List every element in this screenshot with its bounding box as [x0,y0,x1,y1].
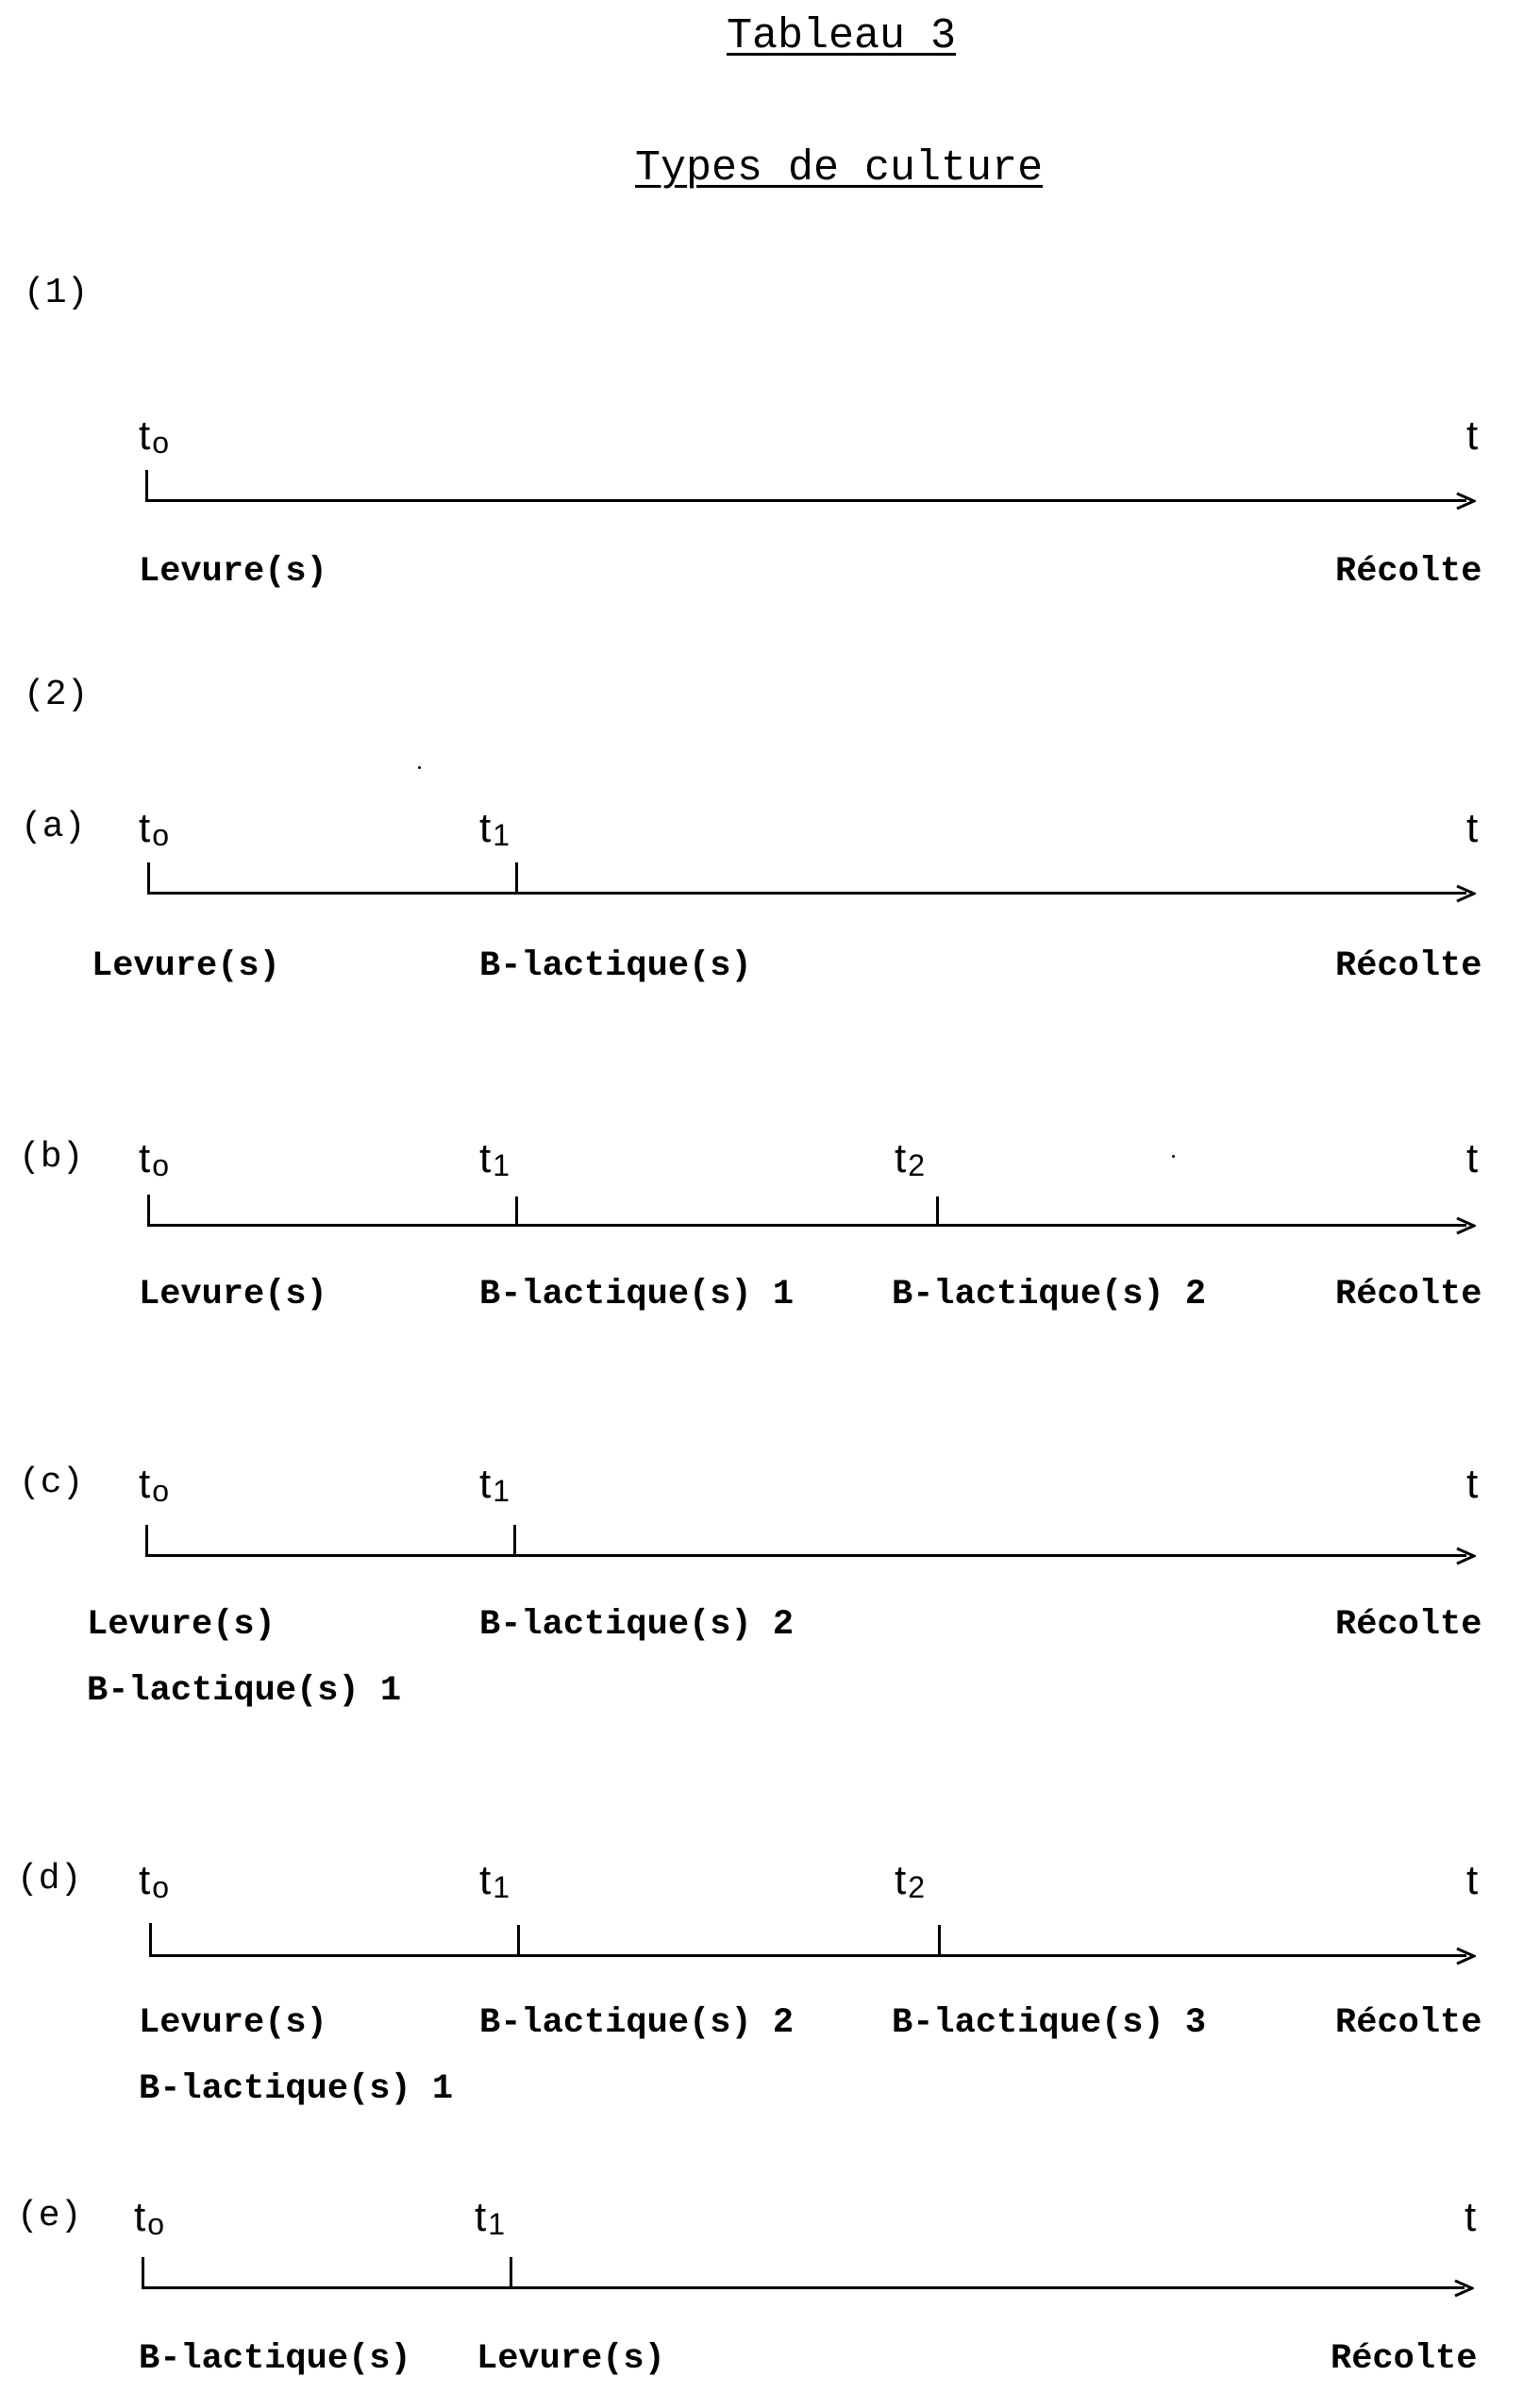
tick-mark-t1 [515,862,518,895]
tick-label-t2 [895,1135,926,1182]
event-label: B-lactique(s) 2 [479,2003,795,2043]
harvest-label: Récolte [1335,1605,1482,1645]
tick-t: t [479,1461,492,1507]
tick-subscript: 1 [493,1870,511,1904]
tick-label-t1 [479,805,511,852]
tick-mark-t1 [510,2257,512,2289]
axis-end-label: t [1465,2194,1477,2240]
tick-mark-t0 [145,470,148,502]
tick-label-t1 [475,2194,506,2241]
event-label: B-lactique(s) 1 [139,2069,454,2109]
tick-label-t0 [139,1135,170,1182]
event-label: B-lactique(s) [479,946,752,986]
scan-speck [1172,1155,1175,1158]
tick-mark-t0 [147,862,150,895]
event-label: Levure(s) [139,1275,327,1314]
event-label: B-lactique(s) 3 [892,2003,1207,2043]
tick-t: t [139,1135,151,1181]
tick-subscript: o [152,818,170,852]
harvest-label: Récolte [1335,552,1482,592]
arrow-head-icon [1455,883,1476,904]
tick-mark-t0 [149,1923,152,1955]
tick-subscript: o [152,1870,170,1904]
arrow-head-icon [1455,1946,1476,1966]
event-label: B-lactique(s) 2 [892,1275,1207,1314]
harvest-label: Récolte [1331,2339,1478,2379]
time-axis-line [147,892,1466,895]
tick-t: t [475,2194,487,2240]
row-label-a: (a) [21,807,86,847]
arrow-head-icon [1455,1546,1476,1566]
harvest-label: Récolte [1335,946,1482,986]
tick-t: t [895,1857,907,1903]
axis-end-label: t [1466,412,1479,459]
tick-t: t [139,805,151,851]
tick-label-t0 [139,1461,170,1508]
event-label: B-lactique(s) 2 [479,1605,795,1645]
tick-mark-t0 [142,2257,144,2289]
section-label-2: (2) [24,675,89,715]
tick-subscript: 1 [493,1474,511,1508]
tick-mark-t0 [147,1195,150,1227]
event-label: Levure(s) [477,2339,665,2379]
scan-speck [418,766,421,769]
tick-label-t0 [134,2194,165,2241]
tick-mark-t1 [515,1196,518,1227]
tick-t: t [139,412,151,459]
tick-subscript: o [152,1474,170,1508]
tick-subscript: o [147,2207,165,2241]
row-label-e: (e) [17,2196,82,2236]
axis-end-label: t [1466,805,1479,851]
event-label: B-lactique(s) 1 [87,1671,402,1711]
row-label-b: (b) [19,1137,84,1178]
tick-mark-t2 [938,1925,941,1955]
section-label-1: (1) [24,273,89,313]
tick-subscript: 2 [908,1870,926,1904]
harvest-label: Récolte [1335,1275,1482,1314]
axis-end-label: t [1466,1135,1479,1181]
tick-t: t [479,805,492,851]
tick-t: t [895,1135,907,1181]
axis-end-label: t [1466,1857,1479,1903]
tick-subscript: o [152,1148,170,1182]
time-axis-line [142,2286,1465,2289]
axis-end-label: t [1466,1461,1479,1507]
tick-subscript: 1 [493,818,511,852]
event-label: B-lactique(s) [139,2339,411,2379]
tick-label-t0 [139,412,170,460]
tick-subscript: 1 [493,1148,511,1182]
row-label-d: (d) [17,1859,82,1899]
event-label: Levure(s) [139,2003,327,2043]
harvest-label: Récolte [1335,2003,1482,2043]
event-label: Levure(s) [87,1605,276,1645]
row-label-c: (c) [19,1463,84,1503]
event-label: Levure(s) [139,552,327,592]
table-title: Tableau 3 [727,12,957,60]
tick-label-t1 [479,1461,511,1508]
time-axis-line [147,1224,1466,1227]
tick-subscript: o [152,426,170,460]
tick-label-t0 [139,1857,170,1904]
tick-mark-t1 [513,1525,516,1557]
tick-label-t1 [479,1857,511,1904]
tick-t: t [139,1461,151,1507]
event-label: Levure(s) [92,946,280,986]
event-label: B-lactique(s) 1 [479,1275,795,1314]
table-subtitle: Types de culture [635,144,1044,192]
tick-label-t1 [479,1135,511,1182]
arrow-head-icon [1453,2278,1474,2299]
tick-mark-t0 [145,1525,148,1557]
tick-label-t0 [139,805,170,852]
tick-t: t [479,1135,492,1181]
time-axis-line [145,499,1466,502]
arrow-head-icon [1455,491,1476,511]
arrow-head-icon [1455,1215,1476,1236]
tick-label-t2 [895,1857,926,1904]
tick-mark-t2 [936,1196,939,1227]
tick-mark-t1 [517,1925,520,1955]
time-axis-line [145,1554,1466,1557]
tick-t: t [139,1857,151,1903]
time-axis-line [149,1954,1466,1957]
tick-subscript: 1 [488,2207,506,2241]
tick-subscript: 2 [908,1148,926,1182]
tick-t: t [134,2194,146,2240]
tick-t: t [479,1857,492,1903]
